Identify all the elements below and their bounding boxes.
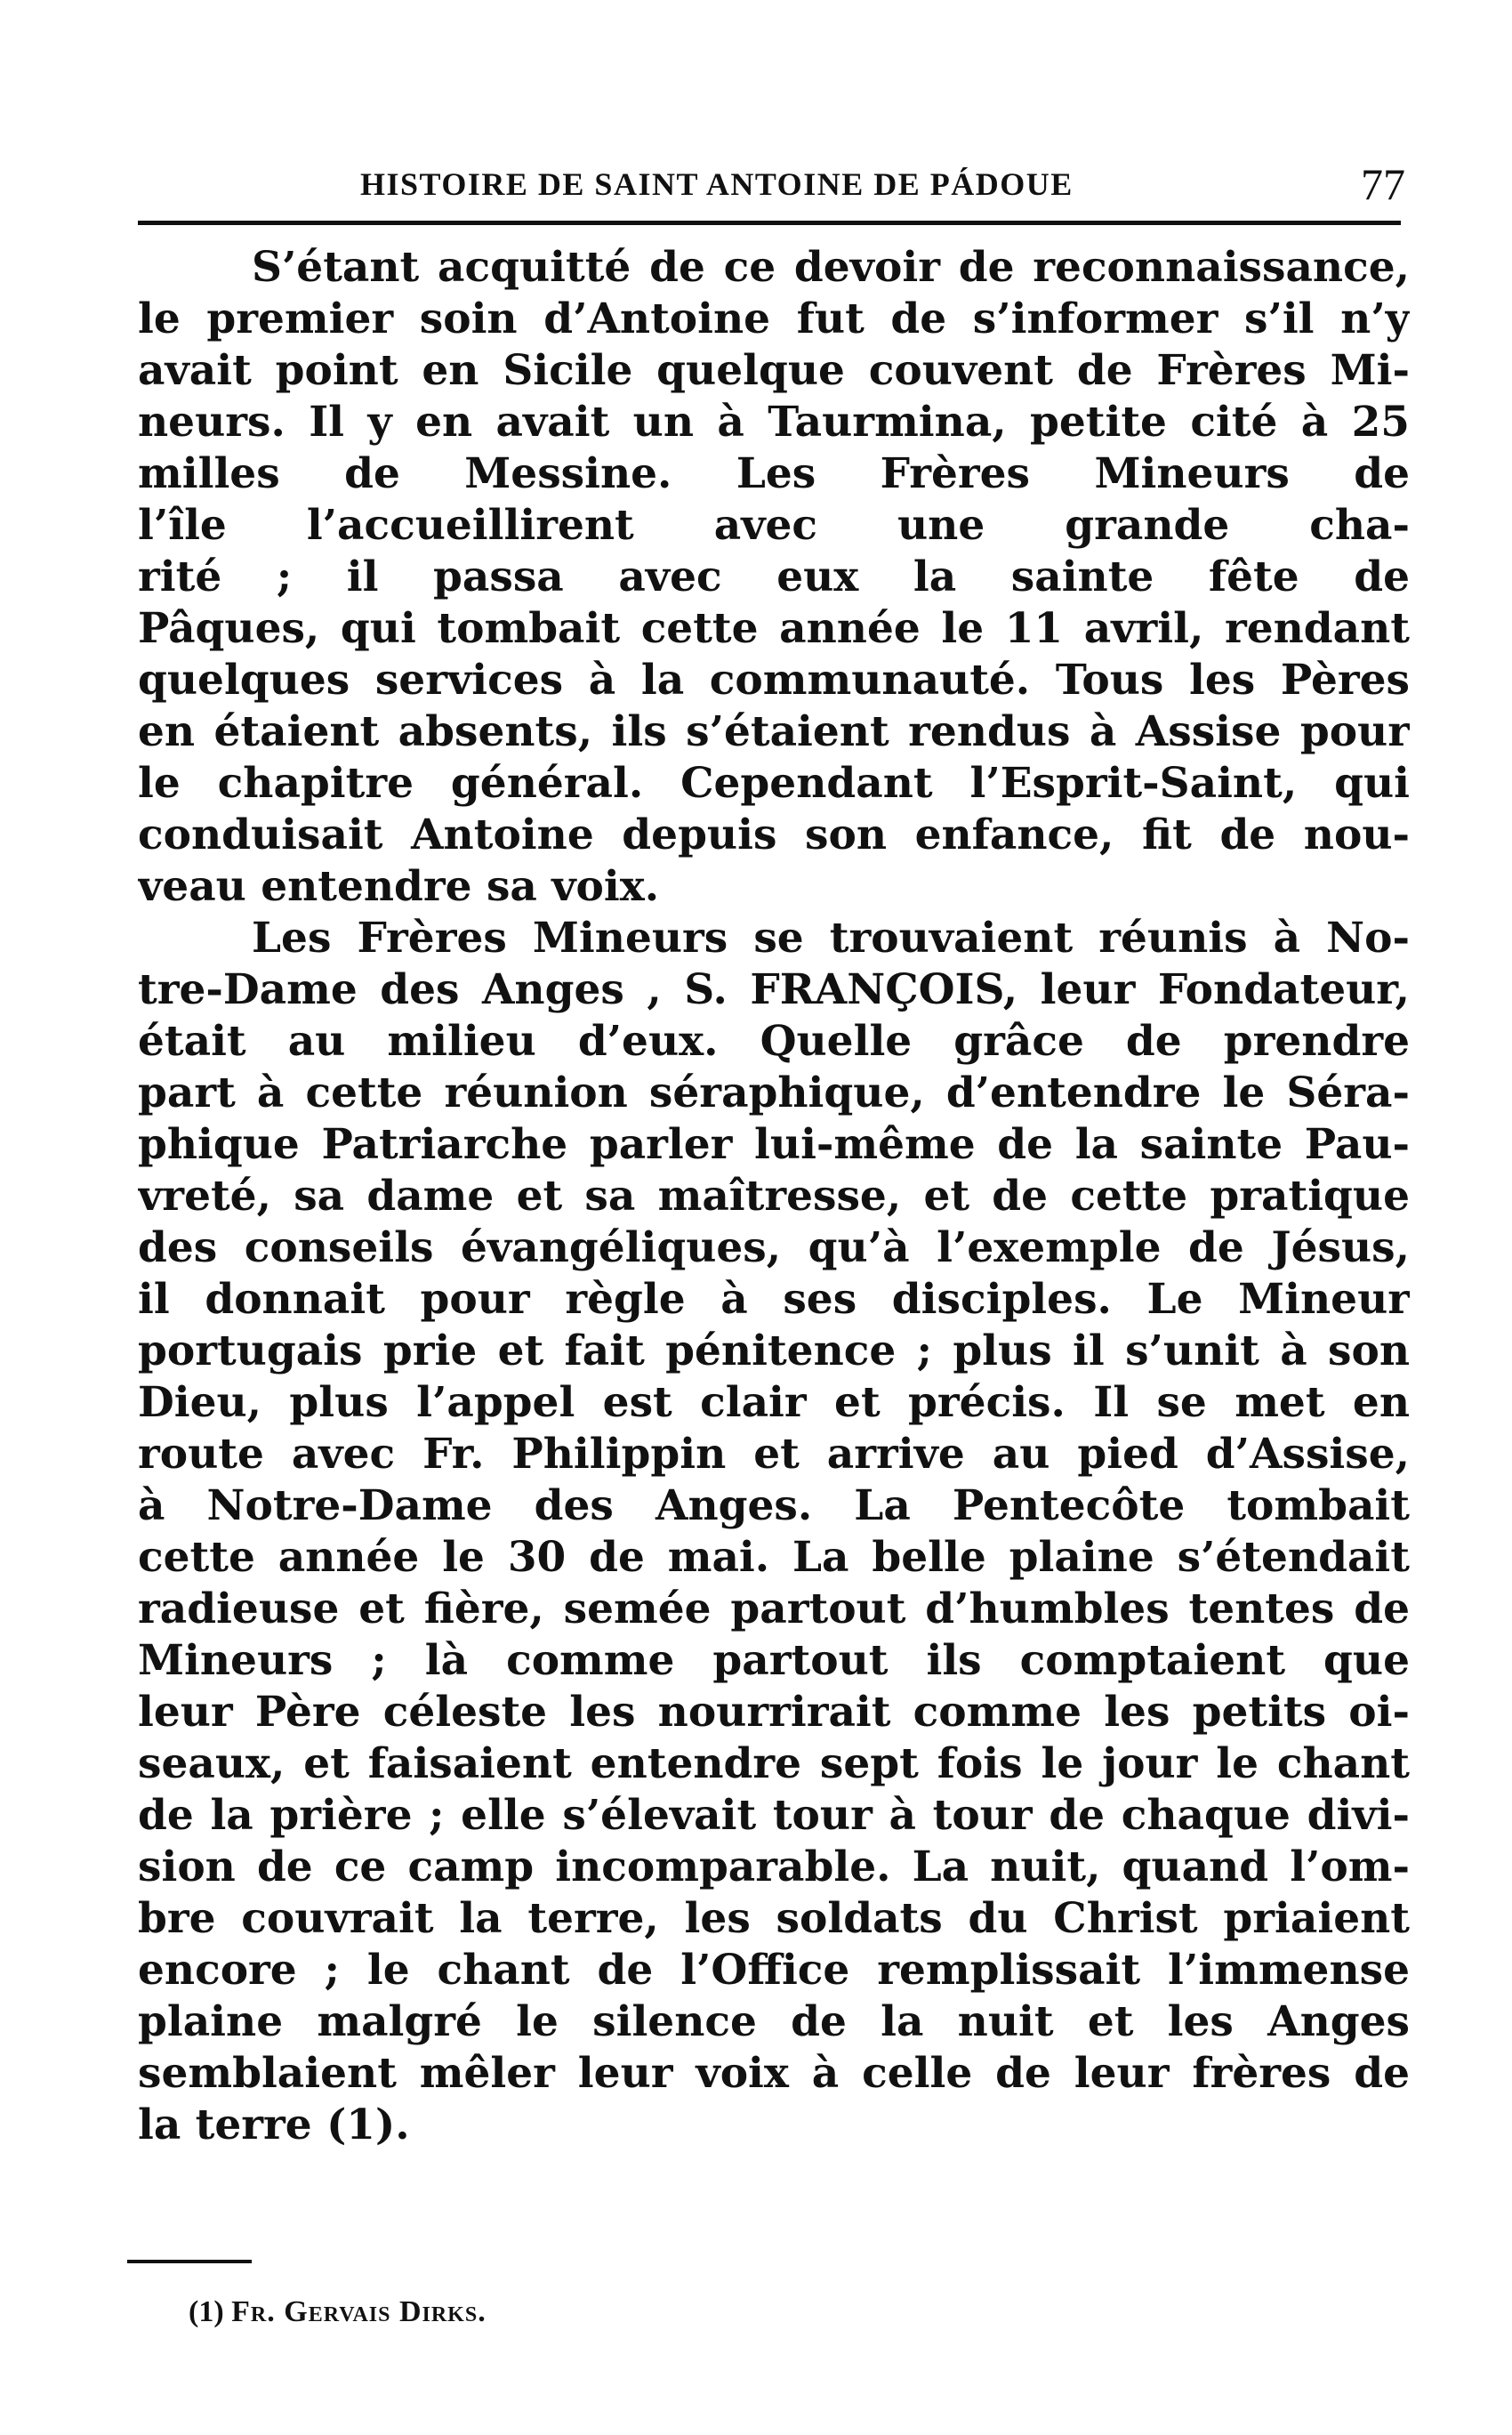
text-line: leur Père céleste les nourrirait comme les petits oi- bbox=[138, 1688, 1410, 1737]
text-line: encore ; le chant de l’Office remplissait l’immense bbox=[138, 1946, 1410, 1995]
text-line: était au milieu d’eux. Quelle grâce de prendre bbox=[138, 1017, 1410, 1066]
text-line: il donnait pour règle à ses disciples. Le Mineur bbox=[138, 1275, 1410, 1324]
header-rule bbox=[138, 221, 1401, 225]
text-line: de la prière ; elle s’élevait tour à tour de chaque divi- bbox=[138, 1791, 1410, 1840]
text-line: sion de ce camp incomparable. La nuit, quand l’om- bbox=[138, 1842, 1410, 1891]
text-line: S’étant acquitté de ce devoir de reconnaissance, bbox=[252, 243, 1410, 292]
text-line: Pâques, qui tombait cette année le 11 avril, rendant bbox=[138, 604, 1410, 653]
text-line: portugais prie et fait pénitence ; plus il s’unit à son bbox=[138, 1326, 1410, 1375]
text-line: à Notre-Dame des Anges. La Pentecôte tombait bbox=[138, 1481, 1410, 1530]
text-line: route avec Fr. Philippin et arrive au pied d’Assise, bbox=[138, 1430, 1410, 1479]
text-line: cette année le 30 de mai. La belle plaine s’étendait bbox=[138, 1533, 1410, 1582]
text-line: quelques services à la communauté. Tous les Pères bbox=[138, 656, 1410, 705]
page-number: 77 bbox=[1361, 159, 1405, 209]
text-line: l’île l’accueillirent avec une grande cha- bbox=[138, 501, 1410, 550]
text-line: vreté, sa dame et sa maîtresse, et de cette pratique bbox=[138, 1172, 1410, 1221]
text-line: plaine malgré le silence de la nuit et les Anges bbox=[138, 1997, 1410, 2046]
text-line: neurs. Il y en avait un à Taurmina, petite cité à 25 bbox=[138, 398, 1410, 447]
text-line: Les Frères Mineurs se trouvaient réunis à No- bbox=[252, 914, 1410, 963]
text-line: phique Patriarche parler lui-même de la sainte Pau- bbox=[138, 1120, 1410, 1169]
text-line: en étaient absents, ils s’étaient rendus à Assise pour bbox=[138, 707, 1410, 756]
body-text bbox=[138, 242, 1410, 2151]
text-line: la terre (1). bbox=[138, 2100, 410, 2149]
text-line: Dieu, plus l’appel est clair et précis. Il se met en bbox=[138, 1378, 1410, 1427]
text-line: avait point en Sicile quelque couvent de Frères Mi- bbox=[138, 346, 1410, 395]
text-line: part à cette réunion séraphique, d’entendre le Séra- bbox=[138, 1068, 1410, 1117]
footnote-marker: (1) bbox=[189, 2295, 224, 2328]
text-line: radieuse et fière, semée partout d’humbles tentes de bbox=[138, 1584, 1410, 1633]
text-line: tre-Dame des Anges , S. FRANÇOIS, leur Fondateur, bbox=[138, 965, 1410, 1014]
text-line: le premier soin d’Antoine fut de s’informer s’il n’y bbox=[138, 294, 1410, 343]
text-line: seaux, et faisaient entendre sept fois le jour le chant bbox=[138, 1739, 1410, 1788]
text-line: bre couvrait la terre, les soldats du Christ priaient bbox=[138, 1894, 1410, 1943]
text-line: des conseils évangéliques, qu’à l’exemple de Jésus, bbox=[138, 1223, 1410, 1272]
text-line: veau entendre sa voix. bbox=[138, 862, 660, 911]
text-line: milles de Messine. Les Frères Mineurs de bbox=[138, 449, 1410, 498]
text-line: semblaient mêler leur voix à celle de leur frères de bbox=[138, 2049, 1410, 2098]
text-line: Mineurs ; là comme partout ils comptaient que bbox=[138, 1636, 1410, 1685]
page-header bbox=[142, 158, 1405, 212]
footnote-rule bbox=[127, 2260, 252, 2263]
text-line: rité ; il passa avec eux la sainte fête de bbox=[138, 552, 1410, 601]
footnote-author: Fr. Gervais Dirks. bbox=[231, 2295, 487, 2328]
running-title: HISTOIRE DE SAINT ANTOINE DE PÁDOUE bbox=[360, 166, 1074, 202]
text-line: le chapitre général. Cependant l’Esprit-Saint, qui bbox=[138, 759, 1410, 808]
text-line: conduisait Antoine depuis son enfance, fit de nou- bbox=[138, 810, 1410, 859]
footnote bbox=[189, 2295, 487, 2329]
